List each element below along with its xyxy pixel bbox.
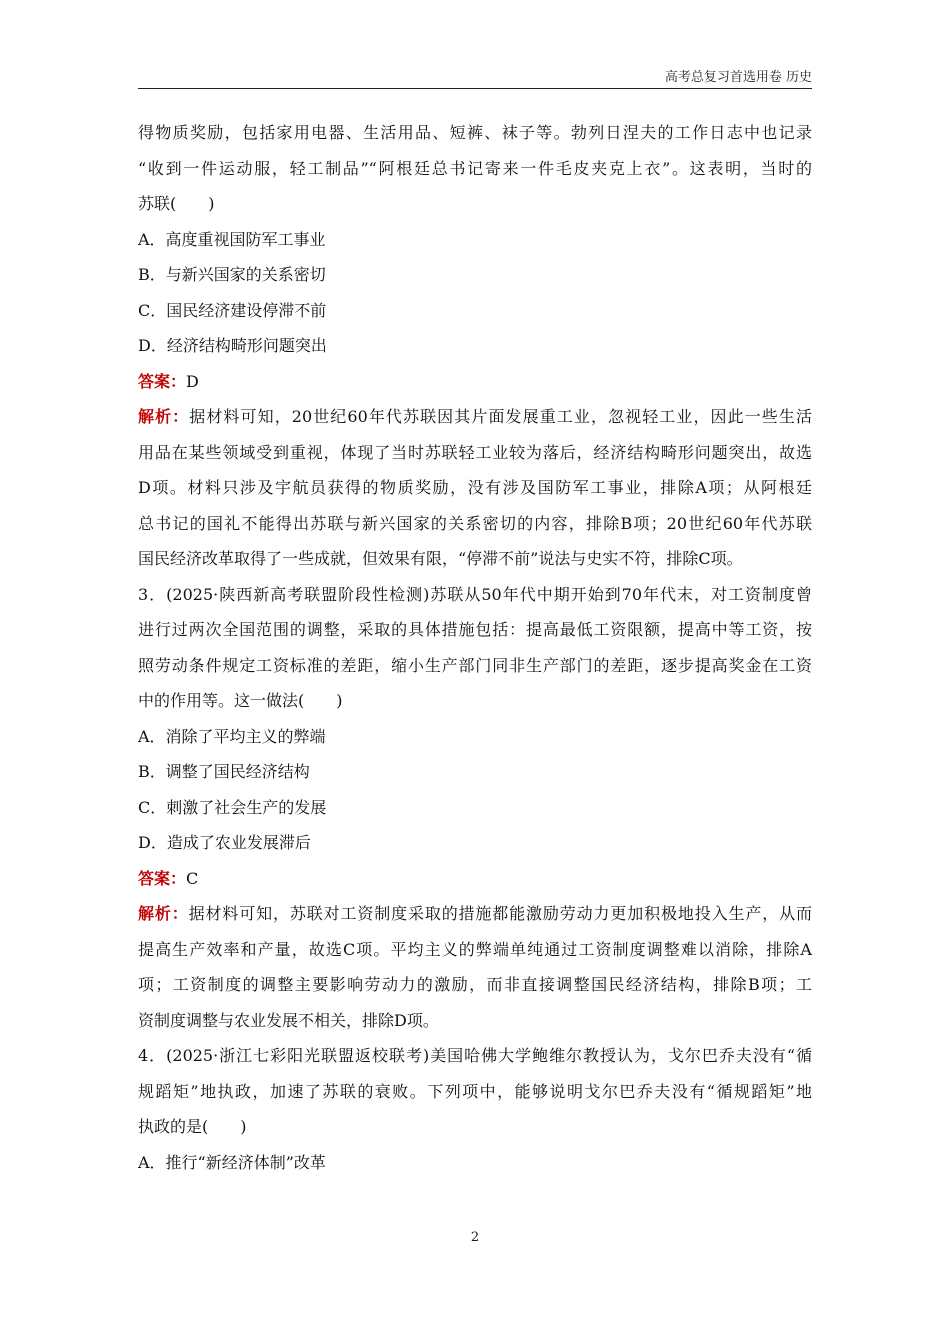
answer-label: 解析： — [138, 407, 190, 426]
line-text: 4．(2025·浙江七彩阳光联盟返校联考)美国哈佛大学鲍维尔教授认为，戈尔巴乔夫没有“循 — [138, 1046, 812, 1065]
text-line — [138, 1116, 812, 1152]
line-text: 执政的是( ) — [138, 1117, 247, 1136]
text-line — [138, 513, 812, 549]
page-number: 2 — [470, 1230, 480, 1245]
text-line — [138, 797, 812, 833]
text-line — [138, 548, 812, 584]
text-line — [138, 193, 812, 229]
line-text: C．刺激了社会生产的发展 — [138, 797, 327, 817]
text-line — [138, 619, 812, 655]
text-line — [138, 406, 812, 442]
line-text: D项。材料只涉及宇航员获得的物质奖励，没有涉及国防军工事业，排除A项；从阿根廷 — [138, 478, 812, 497]
page-header — [138, 66, 812, 89]
line-text: 提高生产效率和产量，故选C项。平均主义的弊端单纯通过工资制度调整难以消除，排除A — [138, 939, 812, 959]
line-text: 中的作用等。这一做法( ) — [138, 691, 343, 710]
line-text: C — [186, 868, 199, 888]
answer-label: 答案： — [138, 868, 187, 888]
line-text: D — [186, 371, 199, 391]
line-text: 得物质奖励，包括家用电器、生活用品、短裤、袜子等。勃列日涅夫的工作日志中也记录 — [138, 123, 812, 142]
line-text: 项；工资制度的调整主要影响劳动力的激励，而非直接调整国民经济结构，排除B项；工 — [138, 975, 812, 994]
text-line — [138, 690, 812, 726]
text-line — [138, 903, 812, 939]
text-line — [138, 158, 812, 194]
text-line — [138, 442, 812, 478]
text-line — [138, 1152, 812, 1188]
text-line — [138, 122, 812, 158]
line-text: 苏联( ) — [138, 194, 215, 213]
line-text: B．与新兴国家的关系密切 — [138, 265, 326, 284]
line-text: 国民经济改革取得了一些成就，但效果有限，“停滞不前”说法与史实不符，排除C项。 — [138, 549, 743, 568]
line-text: D．经济结构畸形问题突出 — [138, 336, 327, 355]
line-text: 资制度调整与农业发展不相关，排除D项。 — [138, 1010, 439, 1030]
text-line — [138, 584, 812, 620]
text-line — [138, 974, 812, 1010]
answer-label: 答案： — [138, 371, 187, 391]
line-text: 3．(2025·陕西新高考联盟阶段性检测)苏联从50年代中期开始到70年代末，对工资制度曾 — [138, 584, 812, 604]
text-line — [138, 264, 812, 300]
text-line — [138, 1010, 812, 1046]
text-line — [138, 477, 812, 513]
line-text: D．造成了农业发展滞后 — [138, 833, 311, 852]
text-line — [138, 1081, 812, 1117]
text-line — [138, 229, 812, 265]
page-footer — [0, 1230, 950, 1245]
line-text: 用品在某些领域受到重视，体现了当时苏联轻工业较为落后，经济结构畸形问题突出，故选 — [138, 442, 812, 462]
line-text: A．推行“新经济体制”改革 — [138, 1152, 326, 1172]
text-line — [138, 868, 812, 904]
header-title: 高考总复习首选用卷 历史 — [664, 70, 812, 85]
text-line — [138, 371, 812, 407]
line-text: 规蹈矩”地执政，加速了苏联的衰败。下列项中，能够说明戈尔巴乔夫没有“循规蹈矩”地 — [138, 1081, 812, 1101]
text-line — [138, 1045, 812, 1081]
text-line — [138, 939, 812, 975]
text-line — [138, 832, 812, 868]
text-line — [138, 335, 812, 371]
line-text: B．调整了国民经济结构 — [138, 762, 310, 781]
line-text: “收到一件运动服，轻工制品”“阿根廷总书记寄来一件毛皮夹克上衣”。这表明，当时的 — [138, 158, 812, 178]
line-text: C．国民经济建设停滞不前 — [138, 300, 327, 320]
text-line — [138, 761, 812, 797]
text-line — [138, 726, 812, 762]
text-line — [138, 655, 812, 691]
line-text: 据材料可知，苏联对工资制度采取的措施都能激励劳动力更加积极地投入生产，从而 — [188, 904, 812, 923]
answer-label: 解析： — [138, 904, 189, 923]
line-text: A．消除了平均主义的弊端 — [138, 726, 326, 746]
line-text: 进行过两次全国范围的调整，采取的具体措施包括：提高最低工资限额，提高中等工资，按 — [138, 620, 812, 639]
text-line — [138, 300, 812, 336]
line-text: 总书记的国礼不能得出苏联与新兴国家的关系密切的内容，排除B项；20世纪60年代苏联 — [138, 513, 812, 533]
line-text: 照劳动条件规定工资标准的差距，缩小生产部门同非生产部门的差距，逐步提高奖金在工资 — [138, 655, 812, 675]
line-text: 据材料可知，20世纪60年代苏联因其片面发展重工业，忽视轻工业，因此一些生活 — [189, 407, 812, 426]
line-text: A．高度重视国防军工事业 — [138, 229, 326, 249]
document-body — [138, 122, 812, 1187]
